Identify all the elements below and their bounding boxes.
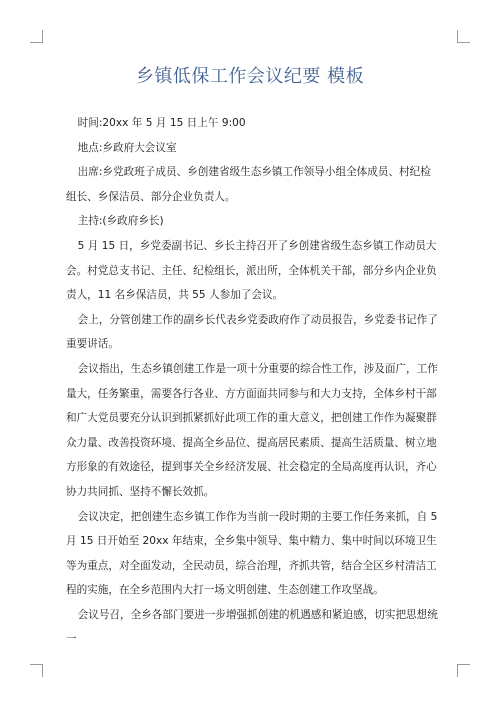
meeting-host: 主持:(乡政府乡长) bbox=[77, 215, 164, 228]
crop-mark-bottom-left bbox=[30, 664, 43, 677]
crop-mark-top-right bbox=[457, 30, 470, 43]
body-paragraph: 会议决定，把创建生态乡镇工作作为当前一段时期的主要工作任务来抓，自 5 月 15 日开始至 20xx 年结束，全乡集中领导、集中精力、集中时间以环境卫生等为重点，对全面发动，全民动员，综合治理，齐抓共管，结合全区乡村清洁工程的实施，在全乡范围内大打一场文明创建、生态创建工作攻坚战。 bbox=[66, 510, 438, 597]
body-paragraph: 会议号召，全乡各部门要进一步增强抓创建的机遇感和紧迫感，切实把思想统一 bbox=[66, 608, 438, 646]
meeting-time: 时间:20xx 年 5 月 15 日上午 9:00 bbox=[77, 117, 246, 129]
crop-mark-bottom-right bbox=[457, 664, 470, 677]
document-body bbox=[66, 111, 440, 652]
crop-mark-top-left bbox=[30, 30, 43, 43]
body-paragraph: 会议指出，生态乡镇创建工作是一项十分重要的综合性工作，涉及面广，工作量大，任务繁重，需要各行各业、方方面面共同参与和大力支持，全体乡村干部和广大党员要充分认识到抓紧抓好此项工作的重大意义，把创建工作作为凝聚群众力量、改善投资环境、提高全乡品位、提高居民素质、提高生活质量、树立地方形象的有效途径，提到事关全乡经济发展、社会稳定的全局高度再认识，齐心协力共同抓、坚持不懈长效抓。 bbox=[66, 362, 438, 498]
meeting-location: 地点:乡政府大会议室 bbox=[77, 141, 177, 154]
meeting-attendees: 出席:乡党政班子成员、乡创建省级生态乡镇工作领导小组全体成员、村纪检组长、乡保洁员、部分企业负责人。 bbox=[66, 166, 431, 203]
body-paragraph: 会上，分管创建工作的副乡长代表乡党委政府作了动员报告，乡党委书记作了重要讲话。 bbox=[66, 313, 438, 351]
document-title: 乡镇低保工作会议纪要 模板 bbox=[135, 66, 365, 87]
body-paragraph: 5 月 15 日，乡党委副书记、乡长主持召开了乡创建省级生态乡镇工作动员大会。村党总支书记、主任、纪检组长，派出所，全体机关干部，部分乡内企业负责人，11 名乡保洁员，共 55 人参加了会议。 bbox=[66, 239, 437, 302]
